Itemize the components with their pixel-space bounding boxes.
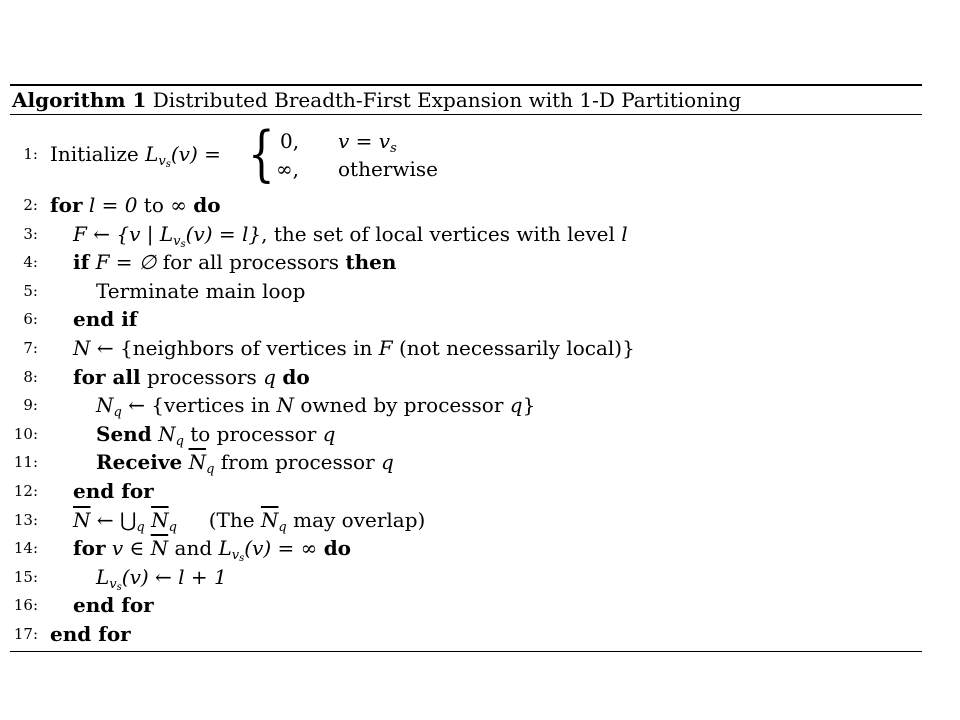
math-q: q bbox=[509, 393, 523, 418]
left-brace: { bbox=[248, 119, 275, 189]
line-number: 7: bbox=[23, 338, 38, 357]
case2-value: ∞, bbox=[276, 157, 300, 181]
line-number: 15: bbox=[13, 567, 38, 586]
line-number: 5: bbox=[23, 281, 38, 300]
math-expr: F ← {v | L bbox=[73, 221, 174, 246]
line-number: 14: bbox=[13, 539, 38, 558]
algorithm-block bbox=[10, 84, 922, 652]
math-sub: q bbox=[278, 519, 287, 535]
keyword-if: if bbox=[73, 250, 90, 275]
line-number: 2: bbox=[23, 196, 38, 214]
math-expr: F = ∅ bbox=[95, 250, 157, 275]
math-subsub: s bbox=[239, 553, 245, 565]
text-to: to bbox=[143, 193, 164, 217]
keyword-for: for bbox=[50, 193, 83, 217]
math-L: L bbox=[145, 142, 159, 166]
line-text: (not necessarily local)} bbox=[399, 335, 635, 360]
case1-value: 0, bbox=[280, 129, 300, 153]
init-keyword: Initialize bbox=[50, 142, 139, 166]
algo-line-1 bbox=[10, 119, 922, 191]
math-expr: l = 0 bbox=[88, 193, 138, 217]
math-N: N bbox=[276, 393, 294, 418]
line-number: 12: bbox=[13, 481, 38, 500]
line-text: to processor bbox=[190, 421, 317, 446]
math-expr: (v) = l} bbox=[185, 221, 262, 246]
algo-line-2 bbox=[10, 191, 922, 220]
init-expression bbox=[50, 140, 221, 169]
algo-line-15 bbox=[10, 563, 922, 592]
line-text: ← {vertices in bbox=[128, 393, 271, 418]
line-text: and bbox=[174, 536, 213, 561]
line-text: for all processors bbox=[162, 250, 339, 275]
line-number: 10: bbox=[13, 424, 38, 443]
keyword-then: then bbox=[345, 250, 397, 275]
case2-condition: otherwise bbox=[338, 157, 438, 181]
math-N-bar: $\overline{N}$ bbox=[73, 507, 91, 532]
line-text: ← {neighbors of vertices in bbox=[96, 335, 373, 360]
keyword-do: do bbox=[323, 536, 352, 561]
keyword-for-all: for all bbox=[73, 364, 141, 389]
algo-line-11 bbox=[10, 448, 922, 477]
line-body bbox=[50, 119, 650, 191]
line-number: 13: bbox=[13, 510, 38, 529]
line-body bbox=[50, 191, 221, 220]
line-number: 3: bbox=[23, 224, 38, 243]
math-N: N bbox=[158, 421, 176, 446]
math-N-bar: $\overline{N}$ bbox=[188, 450, 207, 475]
line-note: may overlap) bbox=[293, 507, 426, 532]
keyword-end-for: end for bbox=[73, 593, 154, 618]
math-N-bar: $\overline{N}$ bbox=[150, 536, 169, 561]
line-number: 11: bbox=[13, 453, 38, 472]
math-union: ← ⋃ bbox=[96, 507, 137, 532]
math-arg: (v) = bbox=[170, 142, 221, 166]
math-sub: v bbox=[173, 233, 181, 249]
line-body: Terminate main loop bbox=[96, 278, 306, 303]
algo-line-6 bbox=[10, 305, 922, 334]
math-q: q bbox=[381, 450, 394, 475]
keyword-send: Send bbox=[96, 421, 152, 446]
line-body bbox=[73, 334, 635, 363]
algo-line-13 bbox=[10, 506, 922, 535]
case1-cond-text: v = v bbox=[338, 129, 391, 153]
algo-line-5 bbox=[10, 277, 922, 306]
keyword-end-for: end for bbox=[50, 621, 131, 646]
keyword-receive: Receive bbox=[96, 450, 183, 475]
line-body bbox=[96, 563, 227, 592]
algo-line-4 bbox=[10, 248, 922, 277]
line-body bbox=[96, 391, 535, 420]
math-sub: v bbox=[231, 548, 240, 564]
algo-line-9 bbox=[10, 391, 922, 420]
keyword-do: do bbox=[193, 193, 221, 217]
line-body bbox=[96, 420, 335, 449]
math-sub: v bbox=[158, 154, 166, 169]
math-expr: (v) = ∞ bbox=[244, 536, 318, 561]
line-number: 4: bbox=[23, 253, 38, 272]
case1-condition bbox=[338, 127, 397, 155]
math-F: F bbox=[378, 335, 393, 360]
line-number: 9: bbox=[23, 396, 38, 415]
line-number: 8: bbox=[23, 367, 38, 386]
caption-title: Distributed Breadth-First Expansion with 1-D Partitioning bbox=[152, 88, 742, 112]
math-N: N bbox=[73, 335, 91, 360]
math-sub: q bbox=[168, 519, 177, 535]
algorithm-caption bbox=[10, 86, 922, 114]
keyword-for: for bbox=[73, 536, 106, 561]
math-infinity: ∞ bbox=[170, 193, 187, 217]
math-q: q bbox=[322, 421, 336, 446]
math-expr: v ∈ bbox=[111, 536, 145, 561]
math-N-bar: $\overline{N}$ bbox=[151, 507, 169, 532]
keyword-do: do bbox=[282, 364, 310, 389]
line-number: 6: bbox=[23, 310, 38, 329]
math-sub: q bbox=[136, 519, 145, 535]
case1-sub: s bbox=[390, 141, 397, 156]
algorithm-lines bbox=[10, 115, 922, 651]
bottom-rule bbox=[10, 651, 922, 652]
math-sub: q bbox=[175, 433, 184, 449]
math-N: N bbox=[96, 393, 114, 418]
math-subsub: s bbox=[116, 581, 122, 593]
algo-line-3 bbox=[10, 220, 922, 249]
algo-line-16 bbox=[10, 591, 922, 620]
algo-line-12 bbox=[10, 477, 922, 506]
line-body bbox=[73, 534, 351, 563]
math-expr: (v) ← l + 1 bbox=[121, 564, 227, 589]
line-number: 1: bbox=[23, 145, 38, 163]
math-sub: v bbox=[109, 576, 117, 592]
math-subsub: s bbox=[165, 159, 171, 170]
line-body bbox=[73, 220, 628, 249]
line-number: 17: bbox=[13, 624, 38, 643]
math-L: L bbox=[218, 536, 232, 561]
line-note: (The bbox=[208, 507, 255, 532]
line-body bbox=[73, 248, 396, 277]
line-text: owned by processor bbox=[300, 393, 504, 418]
line-text: processors bbox=[146, 364, 257, 389]
line-number: 16: bbox=[13, 596, 38, 615]
math-sub: q bbox=[113, 405, 122, 421]
caption-label: Algorithm 1 bbox=[12, 88, 147, 112]
line-body bbox=[73, 506, 425, 535]
algo-line-10 bbox=[10, 420, 922, 449]
algo-line-17 bbox=[10, 620, 922, 649]
algo-line-8 bbox=[10, 363, 922, 392]
math-L: L bbox=[96, 564, 110, 589]
close-brace: } bbox=[522, 393, 536, 418]
algo-line-7 bbox=[10, 334, 922, 363]
math-N-bar: $\overline{N}$ bbox=[260, 507, 279, 532]
math-l: l bbox=[621, 221, 628, 246]
math-q: q bbox=[263, 364, 276, 389]
line-text: from processor bbox=[220, 450, 375, 475]
line-body bbox=[73, 363, 310, 392]
line-body bbox=[96, 448, 394, 477]
math-subsub: s bbox=[180, 238, 186, 250]
keyword-end-if: end if bbox=[73, 307, 138, 332]
line-text: , the set of local vertices with level bbox=[261, 221, 615, 246]
keyword-end-for: end for bbox=[73, 478, 154, 503]
math-sub: q bbox=[206, 462, 215, 478]
algo-line-14 bbox=[10, 534, 922, 563]
